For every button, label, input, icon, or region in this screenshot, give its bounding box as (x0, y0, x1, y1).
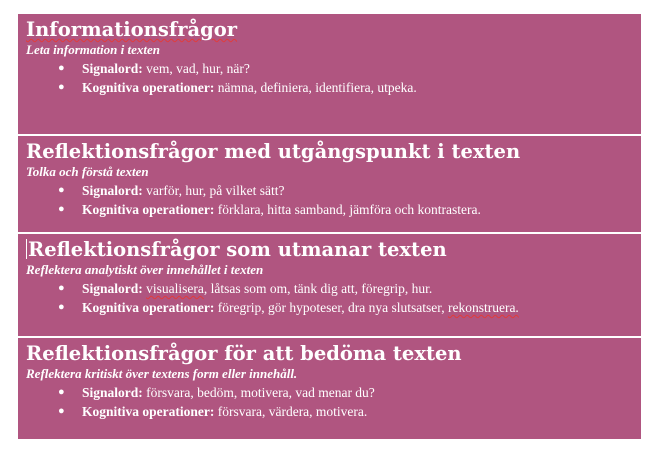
list-item-kognitiva-operationer: ● Kognitiva operationer: försvara, värdera, motivera. (58, 404, 368, 419)
misspelled-word[interactable]: visualisera (146, 281, 204, 296)
document-body[interactable] (18, 14, 641, 439)
bullet-list (26, 279, 633, 317)
section-subtitle: Tolka och förstå texten (26, 164, 149, 179)
list-item-signalord: ● Signalord: visualisera, låtsas som om, tänk dig att, föregrip, hur. (58, 281, 433, 296)
bullet-icon: ● (58, 62, 65, 74)
list-item-signalord: ● Signalord: försvara, bedöm, motivera, vad menar du? (58, 385, 375, 400)
section-reflektion-bedoma (18, 338, 641, 439)
bullet-icon: ● (58, 184, 65, 196)
list-item-kognitiva-operationer: ● Kognitiva operationer: förklara, hitta samband, jämföra och kontrastera. (58, 202, 481, 217)
section-subtitle: Reflektera analytiskt över innehållet i texten (26, 262, 264, 277)
list-item-signalord: ● Signalord: vem, vad, hur, när? (58, 61, 250, 76)
bullet-icon: ● (58, 282, 65, 294)
bullet-icon: ● (58, 301, 65, 313)
bullet-icon: ● (58, 81, 65, 93)
section-subtitle: Leta information i texten (26, 42, 160, 57)
bullet-list (26, 383, 633, 421)
bullet-icon: ● (58, 386, 65, 398)
section-reflektion-utmanar (18, 234, 641, 338)
section-heading: Reflektionsfrågor för att bedöma texten (26, 342, 462, 365)
list-item-kognitiva-operationer: ● Kognitiva operationer: föregrip, gör hypoteser, dra nya slutsatser, rekonstruera. (58, 300, 519, 315)
bullet-icon: ● (58, 203, 65, 215)
section-heading: Informationsfrågor (26, 18, 238, 41)
section-reflektion-utgangspunkt (18, 136, 641, 234)
section-heading: Reflektionsfrågor med utgångspunkt i texten (26, 140, 521, 163)
bullet-list (26, 181, 633, 219)
section-subtitle: Reflektera kritiskt över textens form eller innehåll. (26, 366, 298, 381)
section-informationsfragor (18, 14, 641, 136)
bullet-list (26, 59, 633, 97)
list-item-signalord: ● Signalord: varför, hur, på vilket sätt? (58, 183, 285, 198)
text-cursor (26, 239, 27, 259)
list-item-kognitiva-operationer: ● Kognitiva operationer: nämna, definiera, identifiera, utpeka. (58, 80, 417, 95)
bullet-icon: ● (58, 405, 65, 417)
section-heading: Reflektionsfrågor som utmanar texten (28, 238, 447, 261)
misspelled-word[interactable]: rekonstruera. (447, 300, 519, 315)
